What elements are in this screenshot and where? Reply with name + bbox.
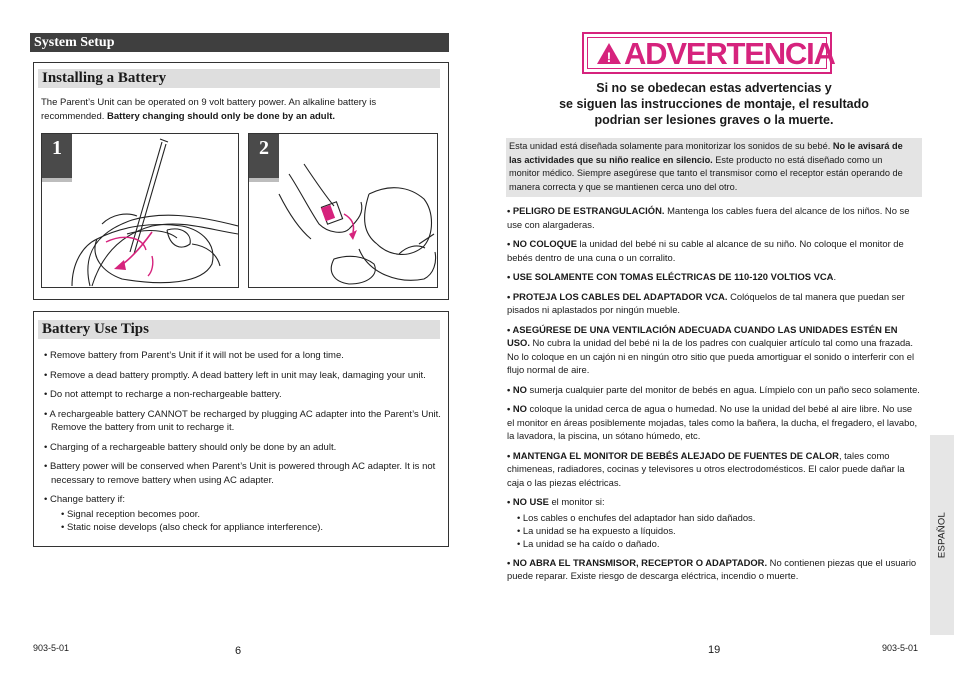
step-number-1: 1 (42, 134, 72, 178)
warning-item (507, 270, 921, 284)
warning-item (507, 556, 921, 583)
warning-item-text: , tales como chimeneas, radiadores, cocinas y televisores u otros electrodomésticos. El calor puede dañar la caja o las piezas eléctricas. (507, 449, 905, 488)
battery-step-1-illustration (41, 133, 239, 288)
warning-item (507, 237, 921, 264)
no-use-subitem: • La unidad se ha caído o dañado. (517, 537, 660, 549)
language-side-tab-label: ESPAÑOL (936, 511, 948, 559)
tip-item: • A rechargeable battery CANNOT be recharged by plugging AC adapter into the Parent’s Unit. Remove the battery from unit to recharge it. (44, 408, 441, 433)
tip-item: • Battery power will be conserved when Parent’s Unit is powered through AC adapter. It is not necessary to remove battery when using AC adapter. (44, 461, 436, 486)
intro-text-bold: No le avisará de las actividades que su niño realice en silencio. (509, 141, 903, 165)
installing-battery-text (41, 96, 386, 123)
tip-item-text: • Change battery if: (44, 494, 125, 505)
tip-item: • Remove a dead battery promptly. A dead battery left in unit may leak, damaging your unit. (44, 369, 426, 381)
warning-item-text: coloque la unidad cerca de agua o humedad. No use la unidad del bebé al aire libre. No use el monitor en áreas posiblemente mojadas, tales como la bañera, la ducha, el fregadero, el lavabo, la lavadora, la piscina, un sótano húmedo, etc. (507, 403, 918, 441)
intro-text-plain-a: Esta unidad está diseñada solamente para monitorizar los sonidos de su bebé. (509, 141, 833, 151)
no-use-subitem: • La unidad se ha expuesto a líquidos. (517, 524, 676, 536)
footer-code-right: 903-5-01 (882, 643, 919, 653)
language-side-tab (930, 435, 954, 635)
section-title-system-setup: System Setup (30, 33, 449, 52)
installing-battery-panel (33, 62, 449, 300)
tip-item (41, 493, 441, 534)
warning-headline (506, 80, 922, 128)
warning-item-bold: • NO ABRA EL TRANSMISOR, RECEPTOR O ADAPTADOR. (507, 556, 768, 568)
warning-headline-line: Si no se obedecan estas advertencias y (596, 81, 832, 95)
warning-item-bold: • NO COLOQUE (507, 238, 577, 249)
warning-item (507, 495, 921, 509)
installing-battery-text-plain: The Parent’s Unit can be operated on 9 volt battery power. An alkaline battery is recommended. (41, 97, 377, 122)
step-number-2: 2 (249, 134, 279, 178)
installing-battery-heading: Installing a Battery (38, 69, 440, 88)
tip-item: • Remove battery from Parent’s Unit if it will not be used for a long time. (44, 350, 344, 361)
installing-battery-text-bold: Battery changing should only be done by an adult. (107, 110, 336, 122)
warning-item-bold: • PROTEJA LOS CABLES DEL ADAPTADOR VCA. (507, 290, 728, 302)
battery-use-tips-panel (33, 311, 449, 547)
battery-step-2-illustration (248, 133, 438, 288)
battery-tips-list (41, 349, 441, 534)
intro-text-plain-c: Este producto no está diseñado como un monitor médico. Siempre asegúrese que tanto el transmisor como el receptor están operando de manera correcta y que se mantienen cerca uno del otro. (509, 154, 903, 192)
page-number-left: 6 (235, 645, 242, 657)
intro-shaded-box (506, 138, 922, 197)
warning-item-text: sumerja cualquier parte del monitor de bebés en agua. Límpielo con un paño seco solamente. (526, 383, 920, 395)
warning-item-bold: • PELIGRO DE ESTRANGULACIÓN. (507, 205, 665, 216)
warning-item (507, 204, 921, 231)
hand-inserting-battery-drawing (249, 134, 438, 288)
advertencia-banner (582, 32, 835, 74)
warning-item-text: Colóquelos de tal manera que puedan ser pisados ni aplastados por ningún mueble. (507, 290, 905, 315)
footer-code-left: 903-5-01 (33, 643, 70, 653)
warning-headline-line: se siguen las instrucciones de montaje, el resultado (559, 97, 869, 111)
warning-item-text: No contienen piezas que el usuario puede reparar. Existe riesgo de descarga eléctrica, incendio o muerte. (507, 556, 917, 581)
warning-triangle-icon (596, 42, 622, 65)
tip-subitem: • Signal reception becomes poor. (61, 508, 201, 520)
no-use-subitem: • Los cables o enchufes del adaptador han sido dañados. (517, 511, 756, 523)
warning-item-bold: • USE SOLAMENTE CON TOMAS ELÉCTRICAS DE 110-120 VOLTIOS VCA (507, 271, 834, 282)
warning-item-text: . (833, 271, 837, 282)
warning-item-text: el monitor si: (548, 496, 605, 507)
warning-item-bold: • MANTENGA EL MONITOR DE BEBÉS ALEJADO DE FUENTES DE CALOR (507, 449, 839, 461)
hand-opening-battery-door-drawing (42, 134, 239, 288)
no-use-sublist (507, 511, 921, 550)
page-number-right: 19 (708, 644, 721, 656)
tip-item: • Charging of a rechargeable battery should only be done by an adult. (44, 441, 337, 453)
warning-item (507, 323, 921, 377)
warning-item-bold: • NO (507, 403, 527, 414)
warning-item-text: Mantenga los cables fuera del alcance de los niños. No se use con alargaderas. (507, 205, 910, 230)
warning-item-bold: • NO (507, 383, 527, 395)
warning-item (507, 449, 921, 490)
warning-item-text: la unidad del bebé ni su cable al alcance de su niño. No coloque el monitor de bebés dentro de una cuna o un corralito. (507, 238, 904, 263)
tip-subitem: • Static noise develops (also check for appliance interference). (61, 521, 324, 533)
warning-item (507, 383, 921, 397)
change-battery-sublist (51, 508, 441, 534)
advertencia-title: ADVERTENCIA (624, 36, 835, 71)
warning-exclamation: ! (606, 49, 612, 65)
warning-item (507, 290, 921, 317)
warning-item-bold: • ASEGÚRESE DE UNA VENTILACIÓN ADECUADA CUANDO LAS UNIDADES ESTÉN EN USO. (507, 323, 898, 348)
warning-item-bold: • NO USE (507, 496, 549, 507)
battery-use-tips-heading: Battery Use Tips (38, 320, 440, 339)
warning-headline-line: podrian ser lesiones graves o la muerte. (594, 113, 834, 127)
tip-item: • Do not attempt to recharge a non-rechargeable battery. (44, 389, 282, 400)
warning-item-text: No cubra la unidad del bebé ni la de los padres con cualquier artículo tal como una frazada. No lo coloque en un cajón ni en ningún otro sitio que pueda amortiguar el sonido o interferir con el flujo normal de aire. (507, 337, 915, 375)
warning-item (507, 402, 921, 443)
intro-text (509, 140, 913, 194)
warnings-list (507, 204, 921, 589)
